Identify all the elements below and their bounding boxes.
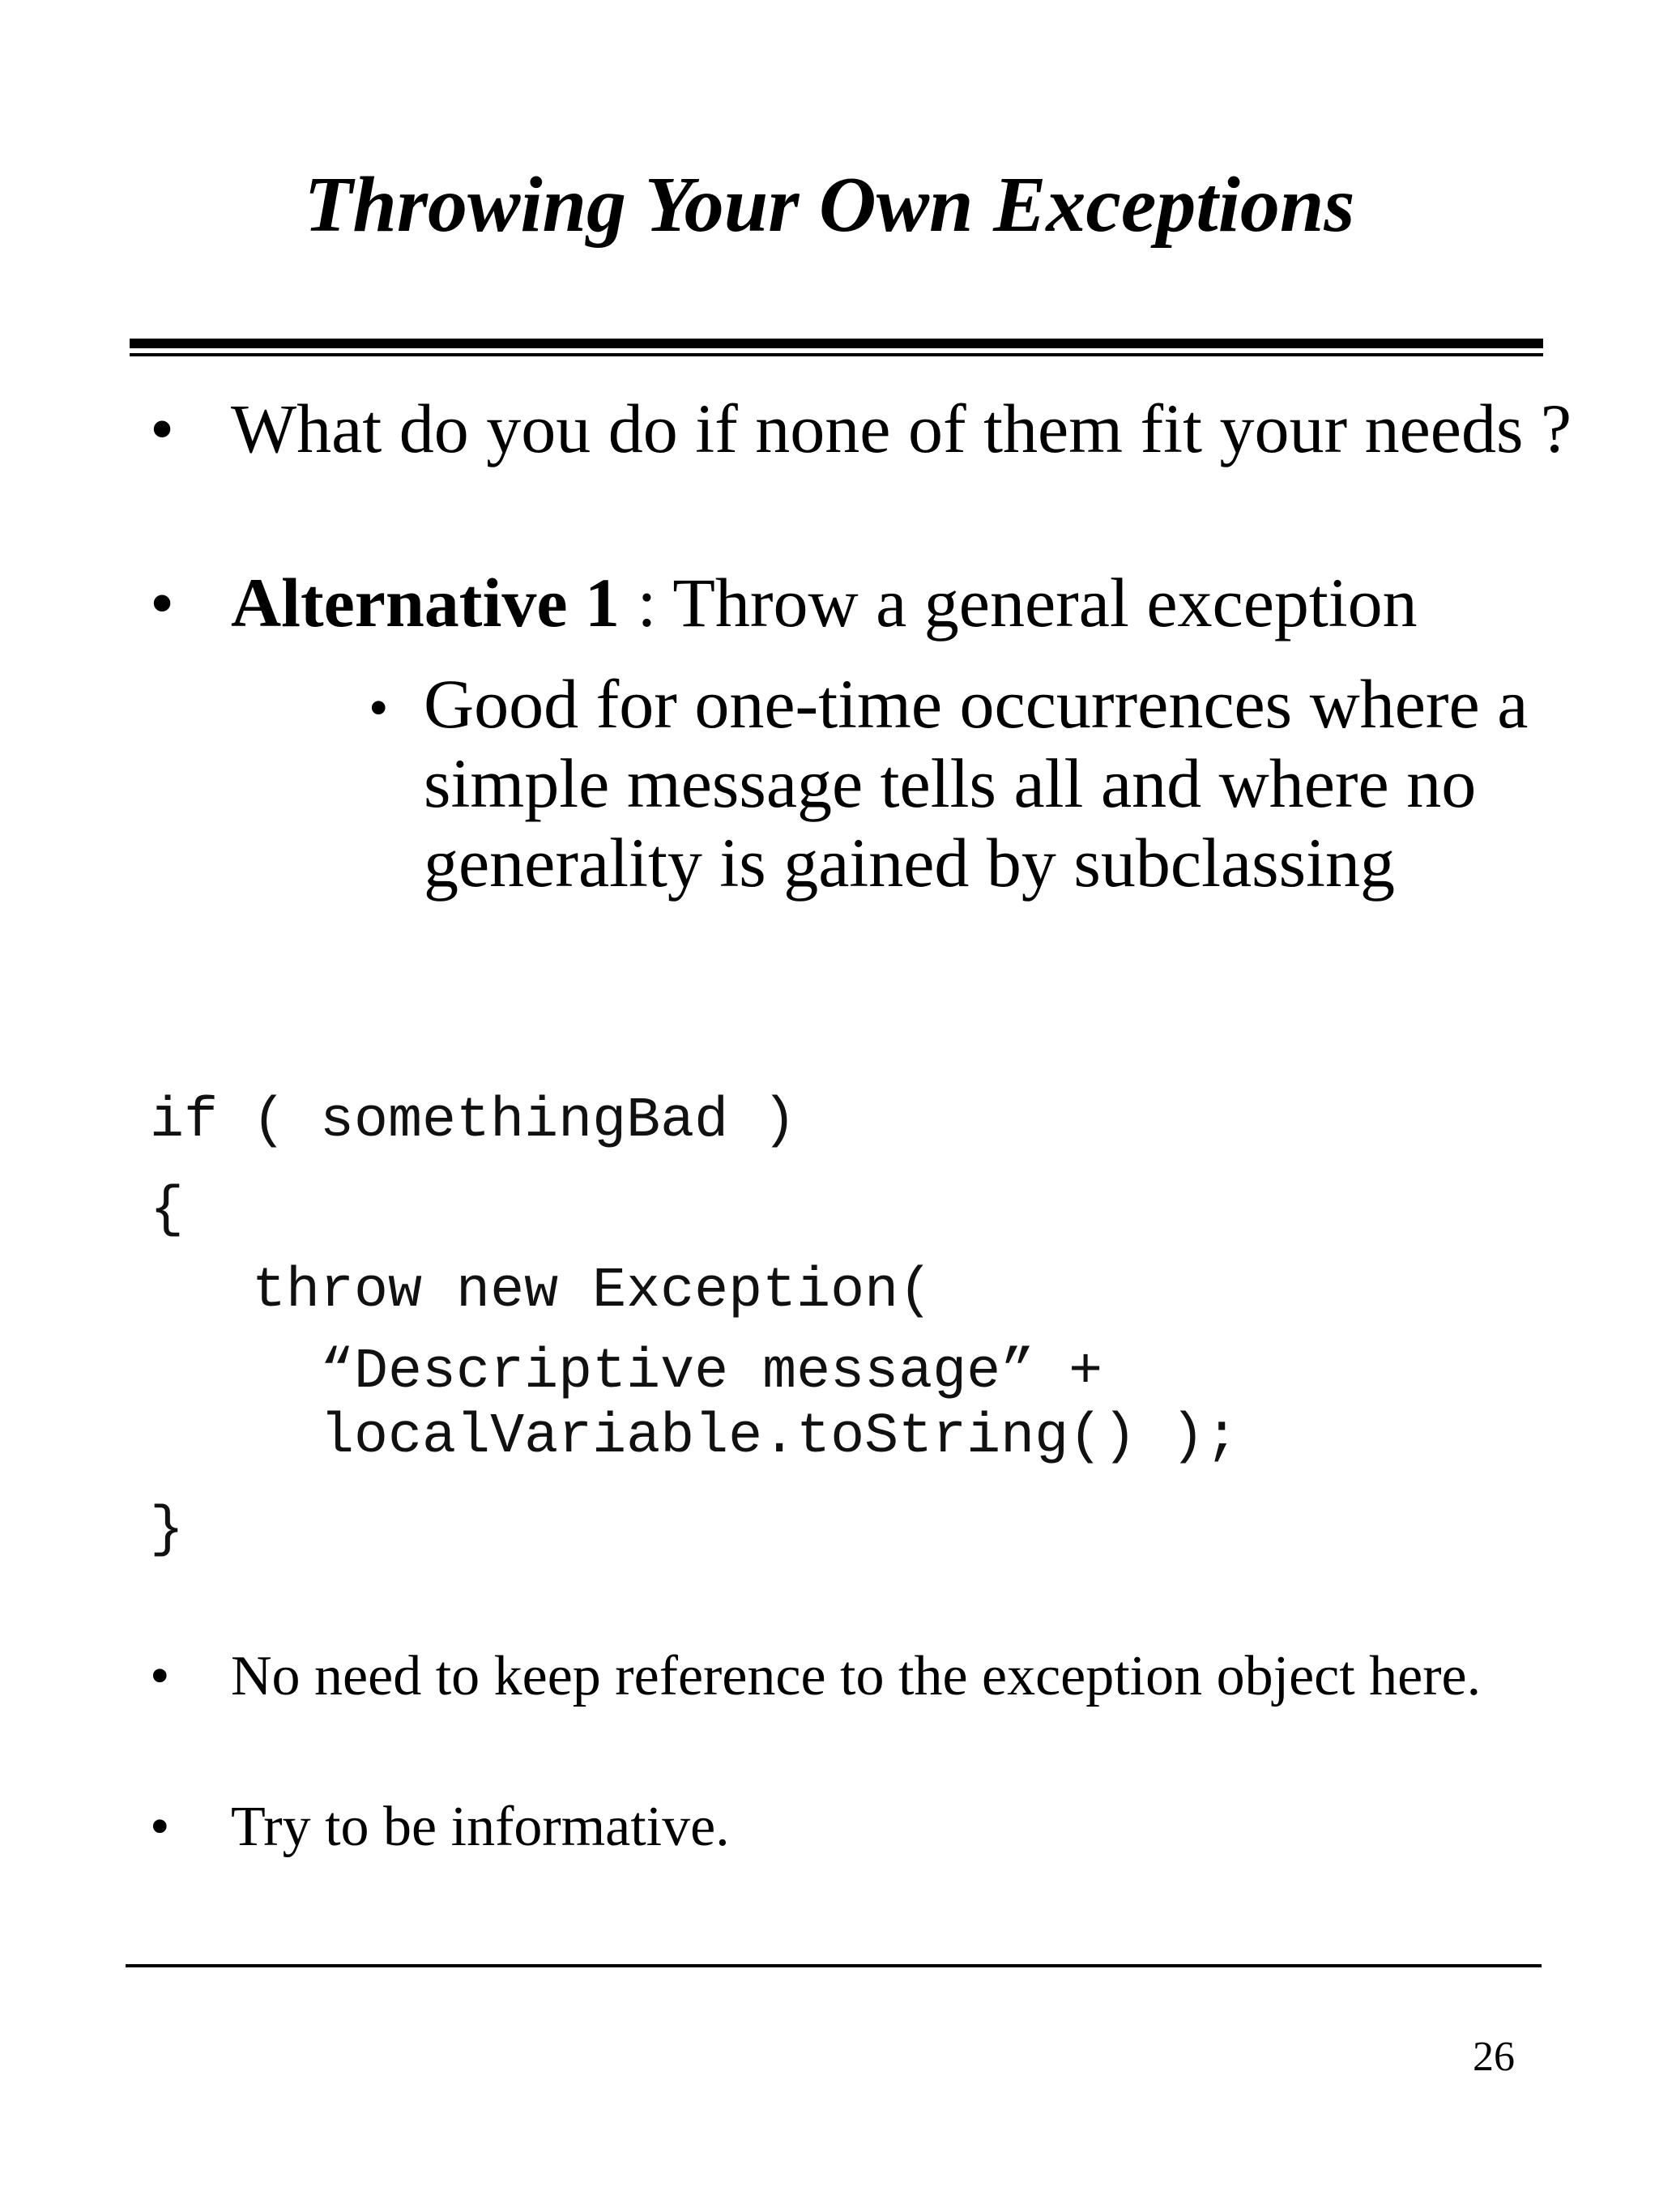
note-text: No need to keep reference to the exception object here. (231, 1645, 1482, 1707)
bullet-text: What do you do if none of them fit your needs ? (231, 390, 1572, 467)
code-line: throw new Exception( (150, 1259, 933, 1323)
title-divider-thick (130, 339, 1543, 348)
bullet-dot: • (150, 564, 175, 641)
sub-bullet-text: Good for one-time occurrences where a simple message tells all and where no generality is gained by subclassing (424, 665, 1529, 901)
slide-title: Throwing Your Own Exceptions (304, 161, 1355, 249)
bullet-dot: • (150, 390, 175, 467)
footer-divider (126, 1964, 1542, 1967)
bullet-dot: • (150, 1796, 170, 1858)
code-line: if ( somethingBad ) (150, 1089, 797, 1153)
bullet-dot: • (150, 1645, 170, 1707)
title-divider-thin (130, 353, 1543, 356)
sub-bullet-dot: • (369, 677, 389, 739)
code-line: } (150, 1498, 185, 1562)
code-block (150, 1089, 1239, 1562)
bullet-bold-label: Alternative 1 (231, 564, 621, 641)
code-line: { (150, 1178, 185, 1242)
page-number: 26 (1473, 2034, 1515, 2080)
note-text: Try to be informative. (231, 1796, 730, 1858)
code-line: localVariable.toString() ); (150, 1405, 1239, 1469)
bullet-text (231, 563, 1657, 642)
code-line: “Descriptive message” + (150, 1340, 1103, 1404)
bullet-text-rest: : Throw a general exception (620, 564, 1418, 641)
